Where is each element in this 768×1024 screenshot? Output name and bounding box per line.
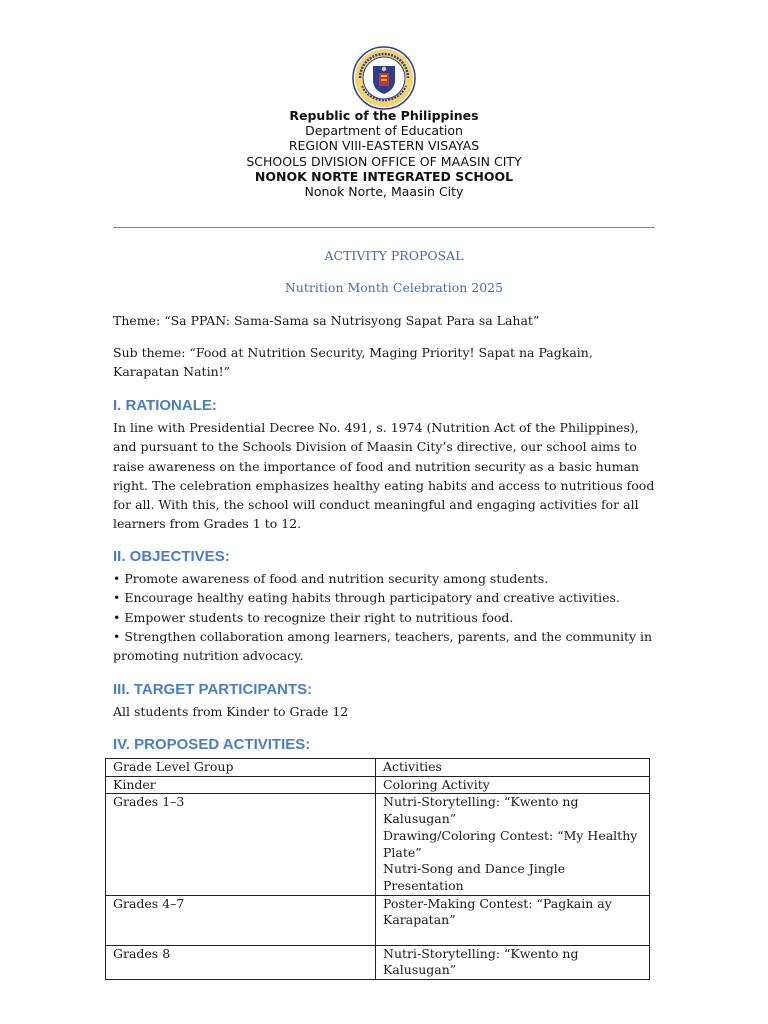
activities-cell	[376, 776, 650, 794]
activity-item: Poster-Making Contest: “Pagkain ay Karapatan”	[383, 895, 612, 928]
participants-text: All students from Kinder to Grade 12	[113, 704, 349, 719]
grade-group-cell: Grades 8	[106, 945, 376, 979]
letterhead-republic: Republic of the Philippines	[289, 108, 479, 123]
activity-item: Nutri-Storytelling: “Kwento ng Kalusugan”	[383, 945, 579, 978]
theme-line: Theme: “Sa PPAN: Sama-Sama sa Nutrisyong Sapat Para sa Lahat”	[113, 313, 540, 328]
activities-cell	[376, 945, 650, 979]
table-row	[106, 895, 650, 945]
table-row	[106, 794, 650, 895]
table-header-row	[106, 759, 650, 777]
rationale-heading: I. RATIONALE:	[113, 397, 217, 414]
letterhead	[0, 108, 768, 199]
activities-table	[105, 758, 650, 980]
table-header-cell: Grade Level Group	[106, 759, 376, 777]
participants-heading: III. TARGET PARTICIPANTS:	[113, 681, 313, 698]
activity-item: Coloring Activity	[383, 776, 490, 792]
table-row	[106, 945, 650, 979]
activities-heading: IV. PROPOSED ACTIVITIES:	[113, 736, 311, 753]
objective-item: • Promote awareness of food and nutrition security among students.	[113, 571, 549, 586]
letterhead-region: REGION VIII-EASTERN VISAYAS	[288, 138, 480, 154]
deped-seal-logo	[352, 46, 416, 110]
activity-item: Drawing/Coloring Contest: “My Healthy Plate”	[383, 827, 638, 860]
objective-item: • Strengthen collaboration among learners, teachers, parents, and the community in promoting nutrition advocacy.	[113, 628, 653, 664]
table-header-cell: Activities	[376, 759, 650, 777]
grade-group-cell: Grades 1–3	[106, 794, 376, 895]
objective-item: • Empower students to recognize their right to nutritious food.	[113, 609, 514, 625]
activities-cell	[376, 794, 650, 895]
grade-group-cell: Kinder	[106, 776, 376, 794]
table-row	[106, 776, 650, 794]
rationale-paragraph: In line with Presidential Decree No. 491, s. 1974 (Nutrition Act of the Philippines), and pursuant to the Schools Division of Maasin City’s directive, our school aims to raise awareness on the importance of food and nutrition security as a basic human right. The celebration emphasizes healthy eating habits and access to nutritious food for all. With this, the school will conduct meaningful and engaging activities for all learners from Grades 1 to 12.	[113, 420, 655, 532]
document-type-title: ACTIVITY PROPOSAL	[324, 248, 464, 263]
objective-item: • Encourage healthy eating habits through participatory and creative activities.	[113, 590, 620, 606]
grade-group-cell: Grades 4–7	[106, 895, 376, 945]
objectives-heading: II. OBJECTIVES:	[113, 548, 230, 565]
header-divider	[113, 227, 655, 228]
letterhead-department: Department of Education	[305, 123, 463, 139]
letterhead-division: SCHOOLS DIVISION OFFICE OF MAASIN CITY	[246, 153, 522, 169]
activities-cell	[376, 895, 650, 945]
event-title: Nutrition Month Celebration 2025	[284, 280, 504, 295]
activity-item: Nutri-Song and Dance Jingle Presentation	[383, 861, 566, 893]
letterhead-school: NONOK NORTE INTEGRATED SCHOOL	[254, 168, 514, 184]
letterhead-address: Nonok Norte, Maasin City	[304, 184, 464, 200]
activity-item: Nutri-Storytelling: “Kwento ng Kalusugan”	[383, 794, 579, 827]
objectives-list	[113, 569, 658, 665]
subtheme-line: Sub theme: “Food at Nutrition Security, Maging Priority! Sapat na Pagkain, Karapatan Natin!”	[113, 345, 593, 380]
